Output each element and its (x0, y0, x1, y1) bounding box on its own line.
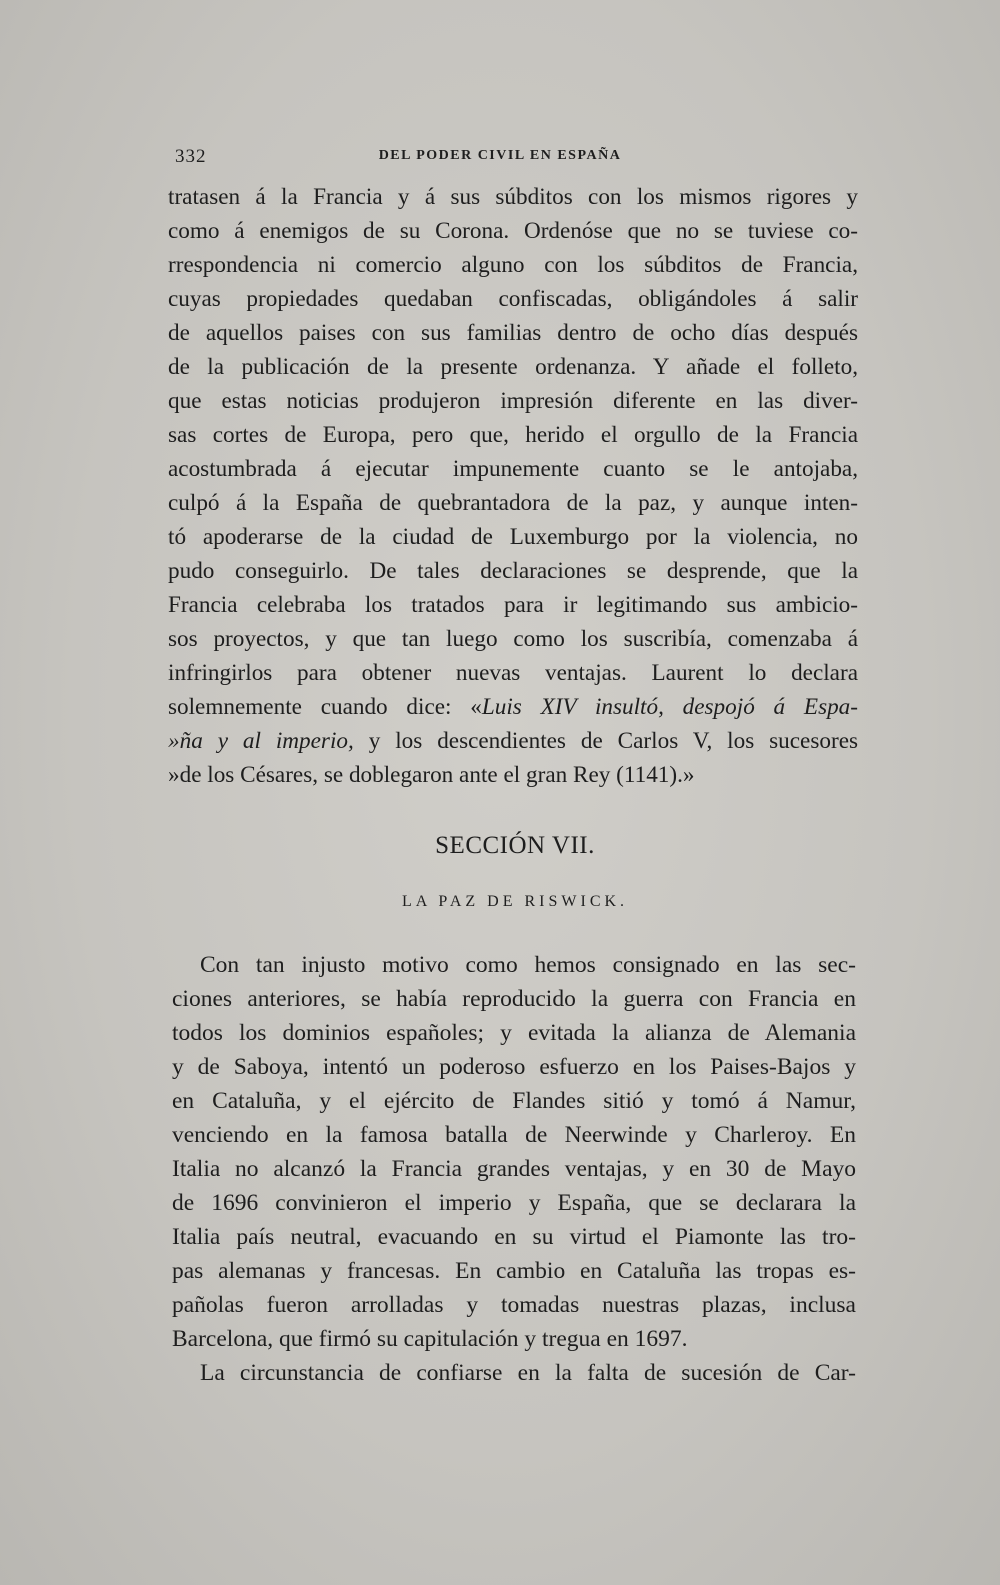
page-number: 332 (175, 146, 207, 167)
text-line: todos los dominios españoles; y evitada la alianza de Alemania (172, 1020, 856, 1046)
text-line: Con tan injusto motivo como hemos consignado en las sec- (200, 952, 856, 978)
text-line: de 1696 convinieron el imperio y España, que se declarara la (172, 1190, 856, 1216)
text-line: rrespondencia ni comercio alguno con los súbditos de Francia, (168, 252, 858, 278)
text-line: tratasen á la Francia y á sus súbditos con los mismos rigores y (168, 184, 858, 210)
quote-line (168, 724, 858, 758)
text-line: en Cataluña, y el ejército de Flandes sitió y tomó á Namur, (172, 1088, 856, 1114)
text-line: sos proyectos, y que tan luego como los suscribía, comenzaba á (168, 626, 858, 652)
text-line: Francia celebraba los tratados para ir legitimando sus ambicio- (168, 592, 858, 618)
text-line: y de Saboya, intentó un poderoso esfuerzo en los Paises-Bajos y (172, 1054, 856, 1080)
text-line: Italia no alcanzó la Francia grandes ventajas, y en 30 de Mayo (172, 1156, 856, 1182)
text-line: pañolas fueron arrolladas y tomadas nuestras plazas, inclusa (172, 1292, 856, 1318)
section-heading: SECCIÓN VII. (435, 832, 595, 859)
text-line: infringirlos para obtener nuevas ventajas. Laurent lo declara (168, 660, 858, 686)
paragraph-1 (168, 180, 858, 792)
section-subtitle: LA PAZ DE RISWICK. (401, 893, 629, 910)
quote-lead-in: solemnemente cuando dice: « (168, 694, 482, 720)
text-line: cuyas propiedades quedaban confiscadas, obligándoles á salir (168, 286, 858, 312)
text-line: ciones anteriores, se había reproducido la guerra con Francia en (172, 986, 856, 1012)
running-head (175, 146, 855, 174)
paragraph-2 (172, 948, 856, 1390)
text-line: Barcelona, que firmó su capitulación y tregua en 1697. (172, 1326, 688, 1352)
text-line: tó apoderarse de la ciudad de Luxemburgo por la violencia, no (168, 524, 858, 550)
text-line: venciendo en la famosa batalla de Neerwinde y Charleroy. En (172, 1122, 856, 1148)
quote-italic: Luis XIV insultó, despojó á Espa- (481, 694, 858, 720)
text-line: culpó á la España de quebrantadora de la paz, y aunque inten- (168, 490, 858, 516)
text-line: sas cortes de Europa, pero que, herido el orgullo de la Francia (168, 422, 858, 448)
quote-italic: »ña y al imperio, (168, 728, 354, 754)
text-line: pas alemanas y francesas. En cambio en Cataluña las tropas es- (172, 1258, 856, 1284)
running-title: DEL PODER CIVIL EN ESPAÑA (378, 148, 622, 163)
text-line: acostumbrada á ejecutar impunemente cuanto se le antojaba, (168, 456, 858, 482)
text-line: de la publicación de la presente ordenanza. Y añade el folleto, (168, 354, 858, 380)
paragraph-3-first-line: La circunstancia de confiarse en la falta de sucesión de Car- (200, 1360, 856, 1386)
text-line: pudo conseguirlo. De tales declaraciones se desprende, que la (168, 558, 858, 584)
quote-line (168, 690, 858, 724)
text-line: Italia país neutral, evacuando en su virtud el Piamonte las tro- (172, 1224, 856, 1250)
text-line: que estas noticias produjeron impresión diferente en las diver- (168, 388, 858, 414)
text-line: como á enemigos de su Corona. Ordenóse que no se tuviese co- (168, 218, 858, 244)
text-line: de aquellos paises con sus familias dentro de ocho días después (168, 320, 858, 346)
quote-text: y los descendientes de Carlos V, los sucesores (353, 728, 859, 754)
quote-line: »de los Césares, se doblegaron ante el gran Rey (1141).» (168, 762, 695, 788)
